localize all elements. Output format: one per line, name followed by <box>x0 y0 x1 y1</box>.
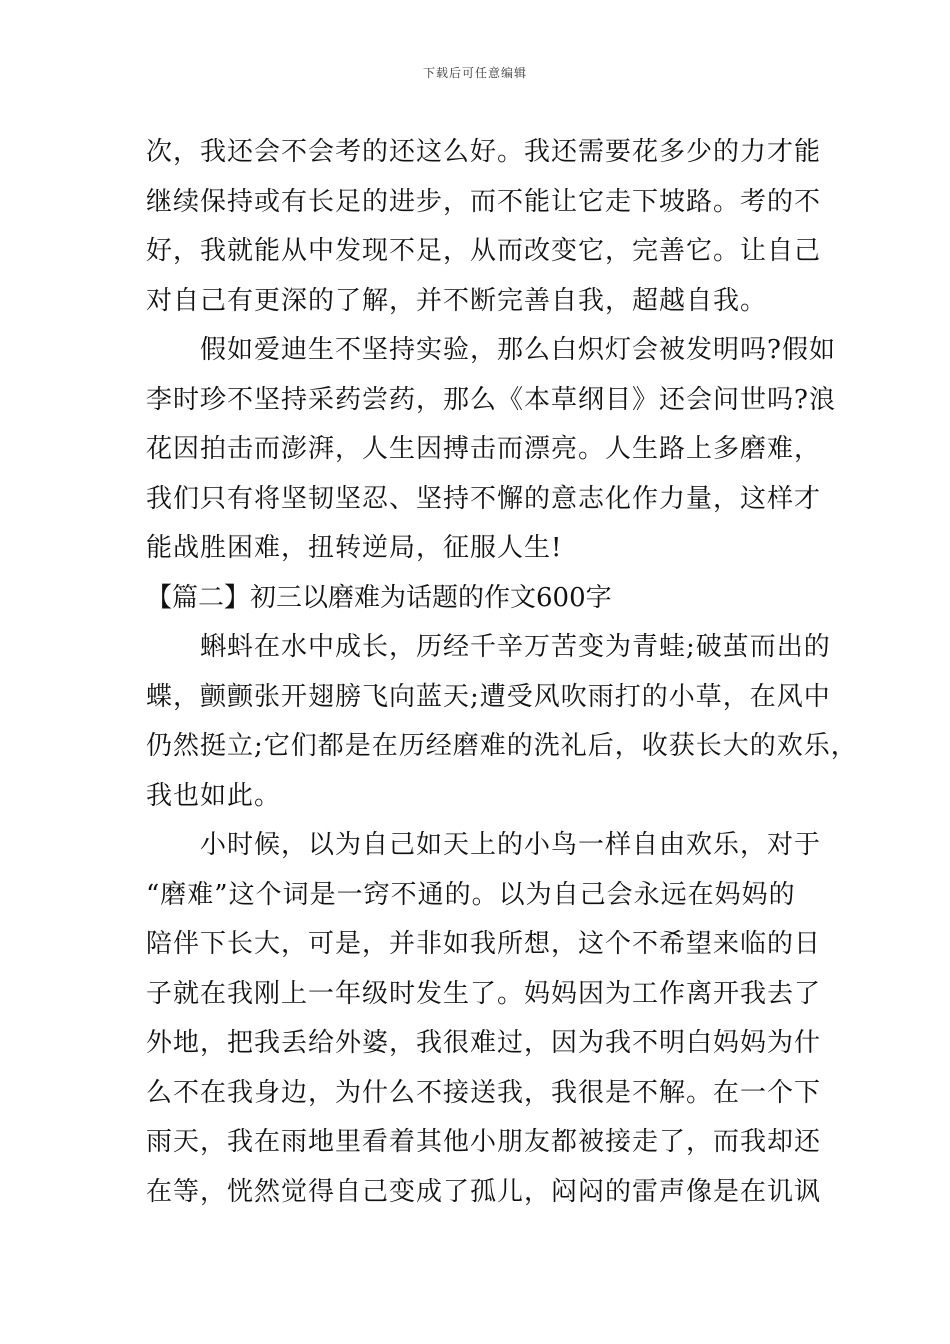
document-body <box>146 128 858 1217</box>
text-line: 能战胜困难，扭转逆局，征服人生! <box>146 533 563 563</box>
text-line: 么不在我身边，为什么不接送我，我很是不解。在一个下 <box>146 1077 822 1108</box>
text-line: 好，我就能从中发现不足，从而改变它，完善它。让自己 <box>146 236 822 266</box>
section-heading: 【篇二】初三以磨难为话题的作文600字 <box>146 582 612 613</box>
text-line: 仍然挺立;它们都是在历经磨难的洗礼后，收获长大的欢乐， <box>146 731 858 761</box>
text-line: 陪伴下长大，可是，并非如我所想，这个不希望来临的日 <box>146 929 822 959</box>
paragraph-start-line: 蝌蚪在水中成长，历经千辛万苦变为青蛙;破茧而出的 <box>200 632 831 662</box>
text-line: 在等，恍然觉得自己变成了孤儿，闷闷的雷声像是在讥讽 <box>146 1176 822 1207</box>
text-line: 继续保持或有长足的进步，而不能让它走下坡路。考的不 <box>146 186 822 217</box>
text-line: 外地，把我丢给外婆，我很难过，因为我不明白妈妈为什 <box>146 1028 822 1058</box>
text-line: 对自己有更深的了解，并不断完善自我，超越自我。 <box>146 285 768 316</box>
text-line: 我们只有将坚韧坚忍、坚持不懈的意志化作力量，这样才 <box>146 483 822 514</box>
text-line: 蝶，颤颤张开翅膀飞向蓝天;遭受风吹雨打的小草，在风中 <box>146 681 831 712</box>
paragraph-start-line: 假如爱迪生不坚持实验，那么白炽灯会被发明吗?假如 <box>200 335 836 365</box>
paragraph-start-line: 小时候，以为自己如天上的小鸟一样自由欢乐，对于 <box>200 830 822 860</box>
page-header: 下载后可任意编辑 <box>422 66 527 80</box>
text-line: 花因拍击而澎湃，人生因搏击而漂亮。人生路上多磨难， <box>146 434 822 464</box>
text-line: 子就在我刚上一年级时发生了。妈妈因为工作离开我去了 <box>146 978 822 1009</box>
text-line: 李时珍不坚持采药尝药，那么《本草纲目》还会问世吗?浪 <box>146 384 836 415</box>
text-line: 我也如此。 <box>146 780 282 811</box>
text-line: 雨天，我在雨地里看着其他小朋友都被接走了，而我却还 <box>146 1127 822 1157</box>
text-line: “磨难”这个词是一窍不通的。以为自己会永远在妈妈的 <box>146 879 796 910</box>
text-line: 次，我还会不会考的还这么好。我还需要花多少的力才能 <box>146 137 822 167</box>
